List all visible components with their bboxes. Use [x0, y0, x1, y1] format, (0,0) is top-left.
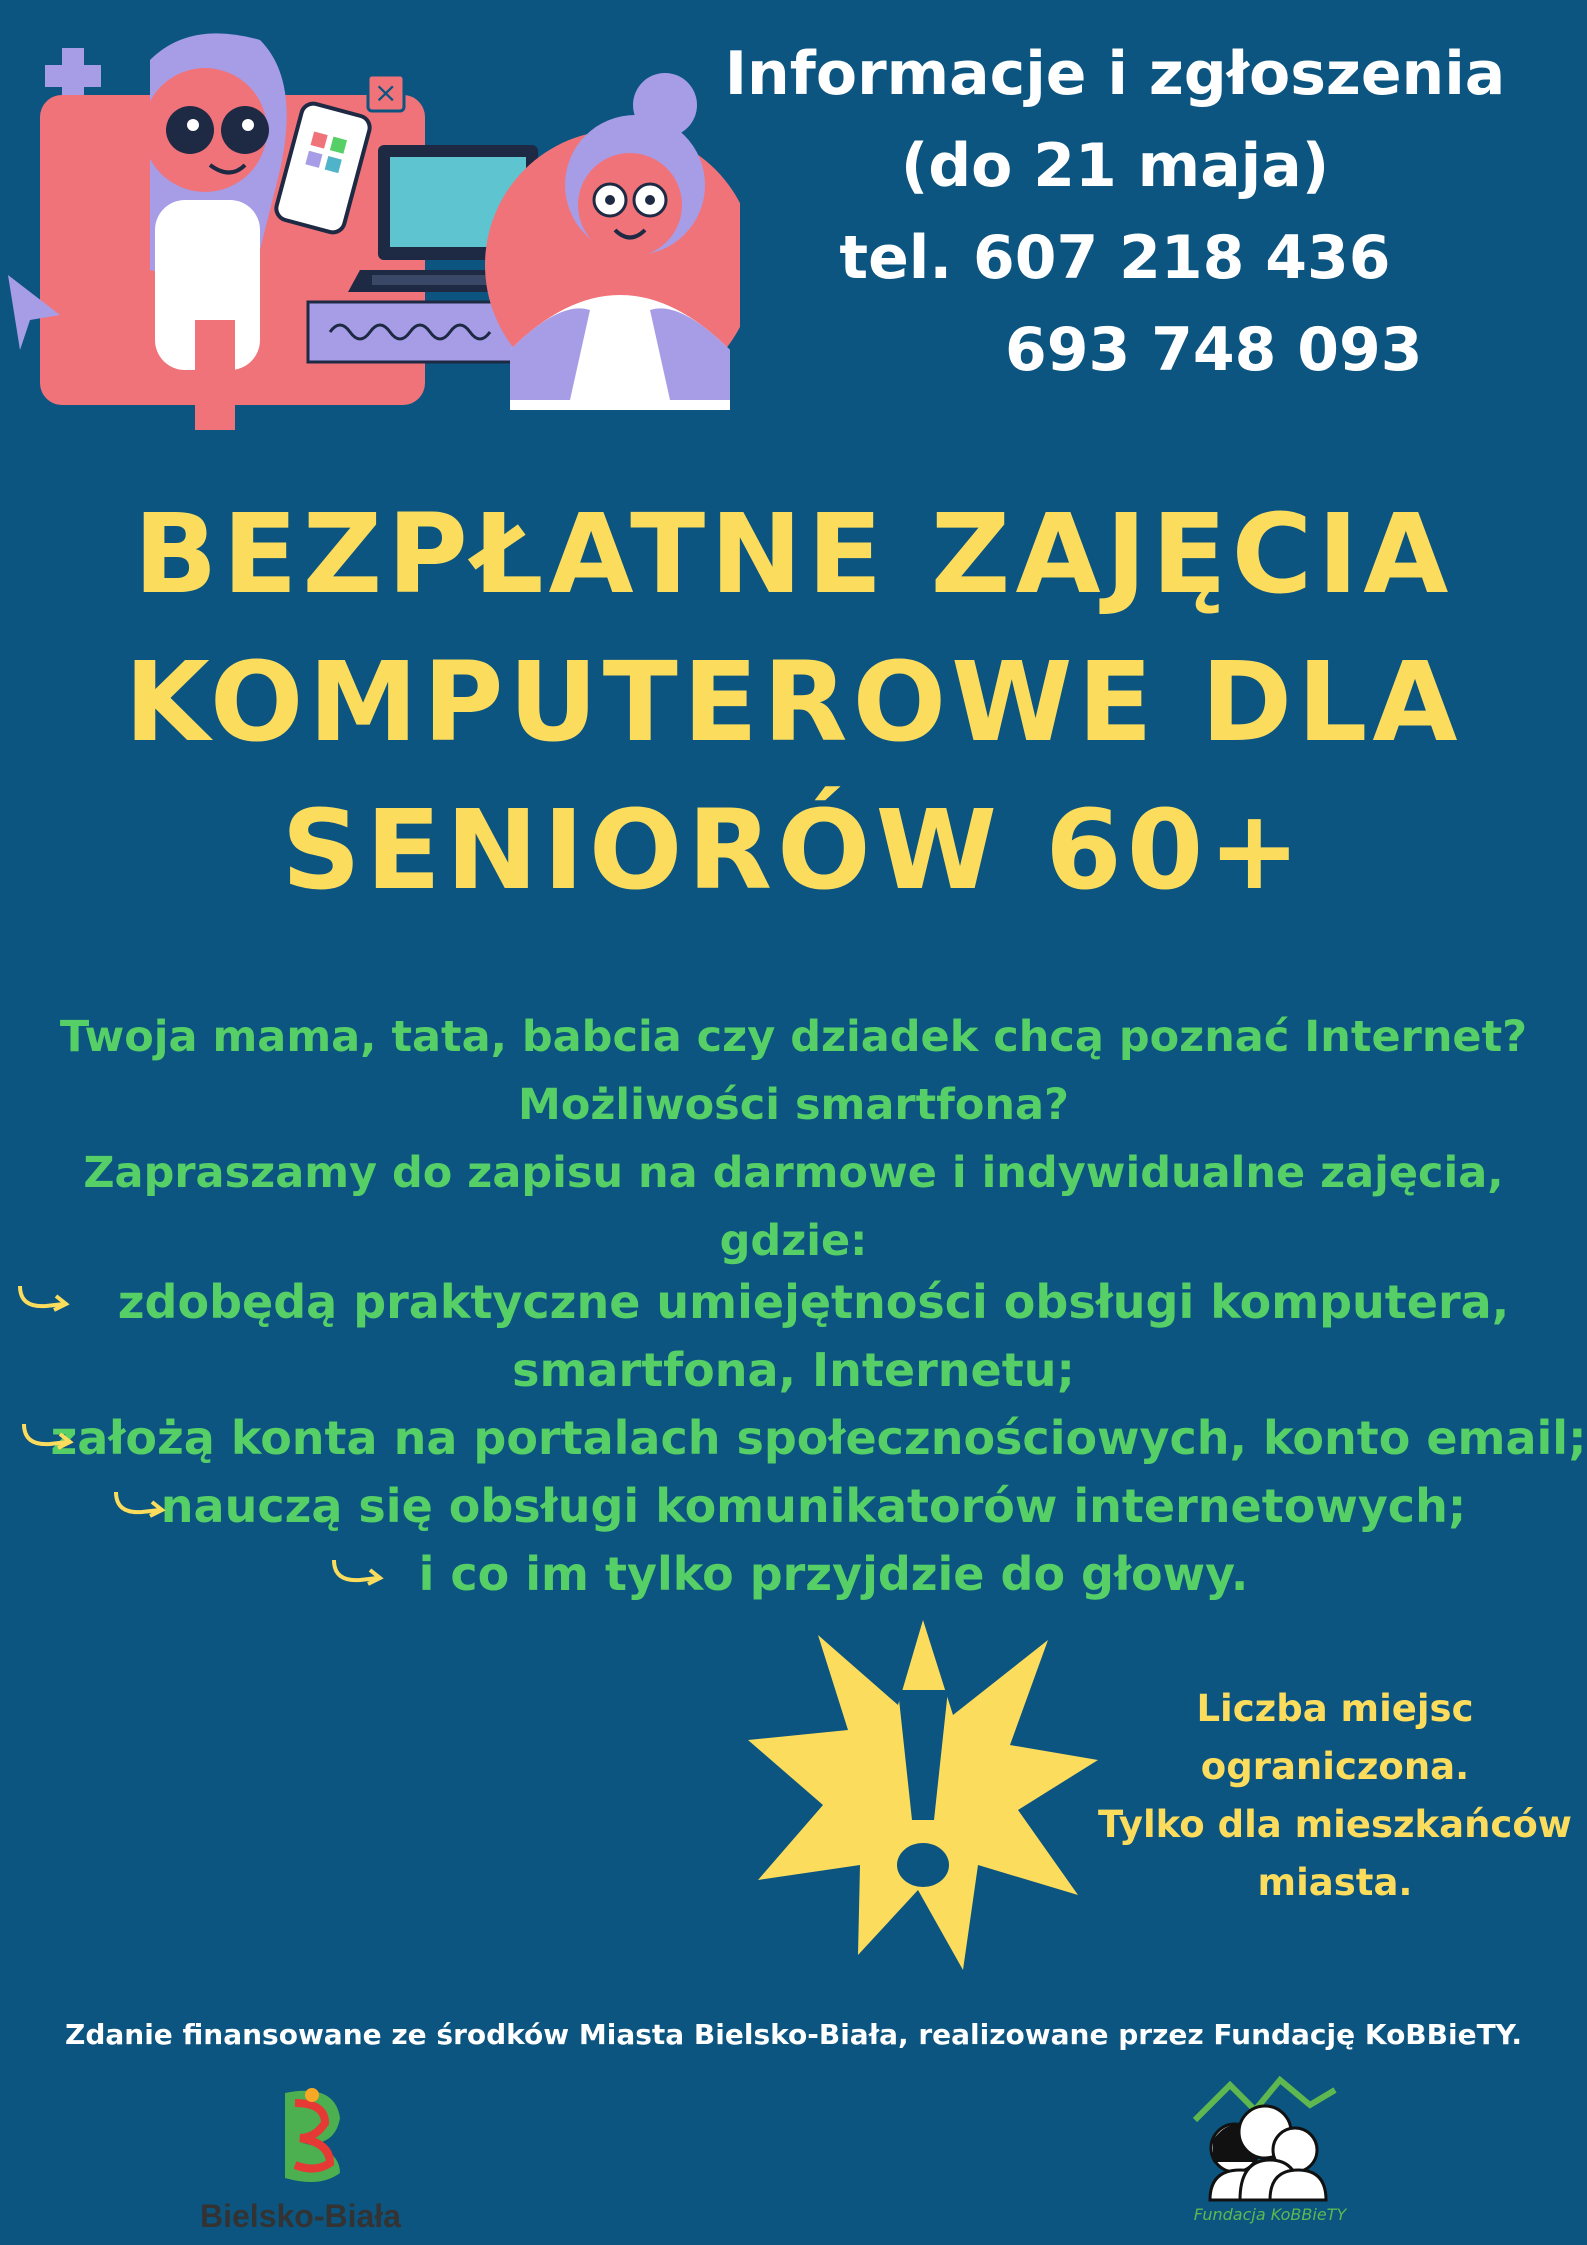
- intro-line-2: Możliwości smartfona?: [518, 1080, 1069, 1130]
- list-item: [0, 1268, 1587, 1336]
- funding-note: Zdanie finansowane ze środków Miasta Bielsko-Biała, realizowane przez Fundację KoBBieTY.: [65, 2018, 1522, 2051]
- list-item-text: smartfona, Internetu;: [512, 1343, 1075, 1397]
- notice-line-2: ograniczona.: [1200, 1745, 1470, 1788]
- list-item: [0, 1404, 1587, 1472]
- curved-arrow-icon: [14, 1278, 74, 1318]
- contact-heading: Informacje i zgłoszenia: [724, 39, 1506, 109]
- intro-text: [10, 1003, 1577, 1275]
- curved-arrow-icon: [18, 1416, 78, 1456]
- title-line-2: KOMPUTEROWE DLA: [124, 638, 1463, 766]
- benefits-list: [0, 1268, 1587, 1608]
- curved-arrow-icon: [328, 1552, 388, 1592]
- curved-arrow-icon: [110, 1484, 170, 1524]
- list-item-text: i co im tylko przyjdzie do głowy.: [418, 1547, 1249, 1601]
- registration-deadline: (do 21 maja): [900, 131, 1330, 201]
- intro-line-1: Twoja mama, tata, babcia czy dziadek chcą poznać Internet?: [59, 1012, 1528, 1062]
- notice-line-3: Tylko dla mieszkańców: [1098, 1803, 1572, 1846]
- list-item-text: zdobędą praktyczne umiejętności obsługi komputera,: [117, 1275, 1510, 1329]
- title-line-1: BEZPŁATNE ZAJĘCIA: [133, 490, 1454, 618]
- main-title: [60, 480, 1527, 924]
- exclamation-star-icon: [748, 1620, 1098, 1970]
- list-item-text: założą konta na portalach społecznościowych, konto email;: [50, 1411, 1587, 1465]
- intro-line-3: Zapraszamy do zapisu na darmowe i indywidualne zajęcia, gdzie:: [83, 1148, 1504, 1266]
- bielsko-biala-logo: [270, 2083, 350, 2183]
- title-line-3: SENIORÓW 60+: [281, 786, 1306, 914]
- limited-places-notice: [1095, 1680, 1575, 1912]
- notice-line-4: miasta.: [1257, 1861, 1413, 1904]
- foundation-logo-label: Fundacja KoBBieTY: [1193, 2205, 1347, 2224]
- phone-number-2[interactable]: 693 748 093: [1005, 315, 1423, 385]
- list-item-continuation: [0, 1336, 1587, 1404]
- list-item: [0, 1472, 1587, 1540]
- notice-line-1: Liczba miejsc: [1196, 1687, 1474, 1730]
- list-item: [0, 1540, 1587, 1608]
- seniors-technology-illustration: [0, 20, 740, 440]
- city-logo-label: Bielsko-Biała: [200, 2198, 401, 2234]
- contact-info: [700, 28, 1530, 396]
- list-item-text: nauczą się obsługi komunikatorów internetowych;: [160, 1479, 1467, 1533]
- fundacja-kobbiety-logo: [1185, 2070, 1345, 2210]
- svg-text:×: ×: [374, 76, 398, 109]
- phone-number-1[interactable]: tel. 607 218 436: [839, 223, 1391, 293]
